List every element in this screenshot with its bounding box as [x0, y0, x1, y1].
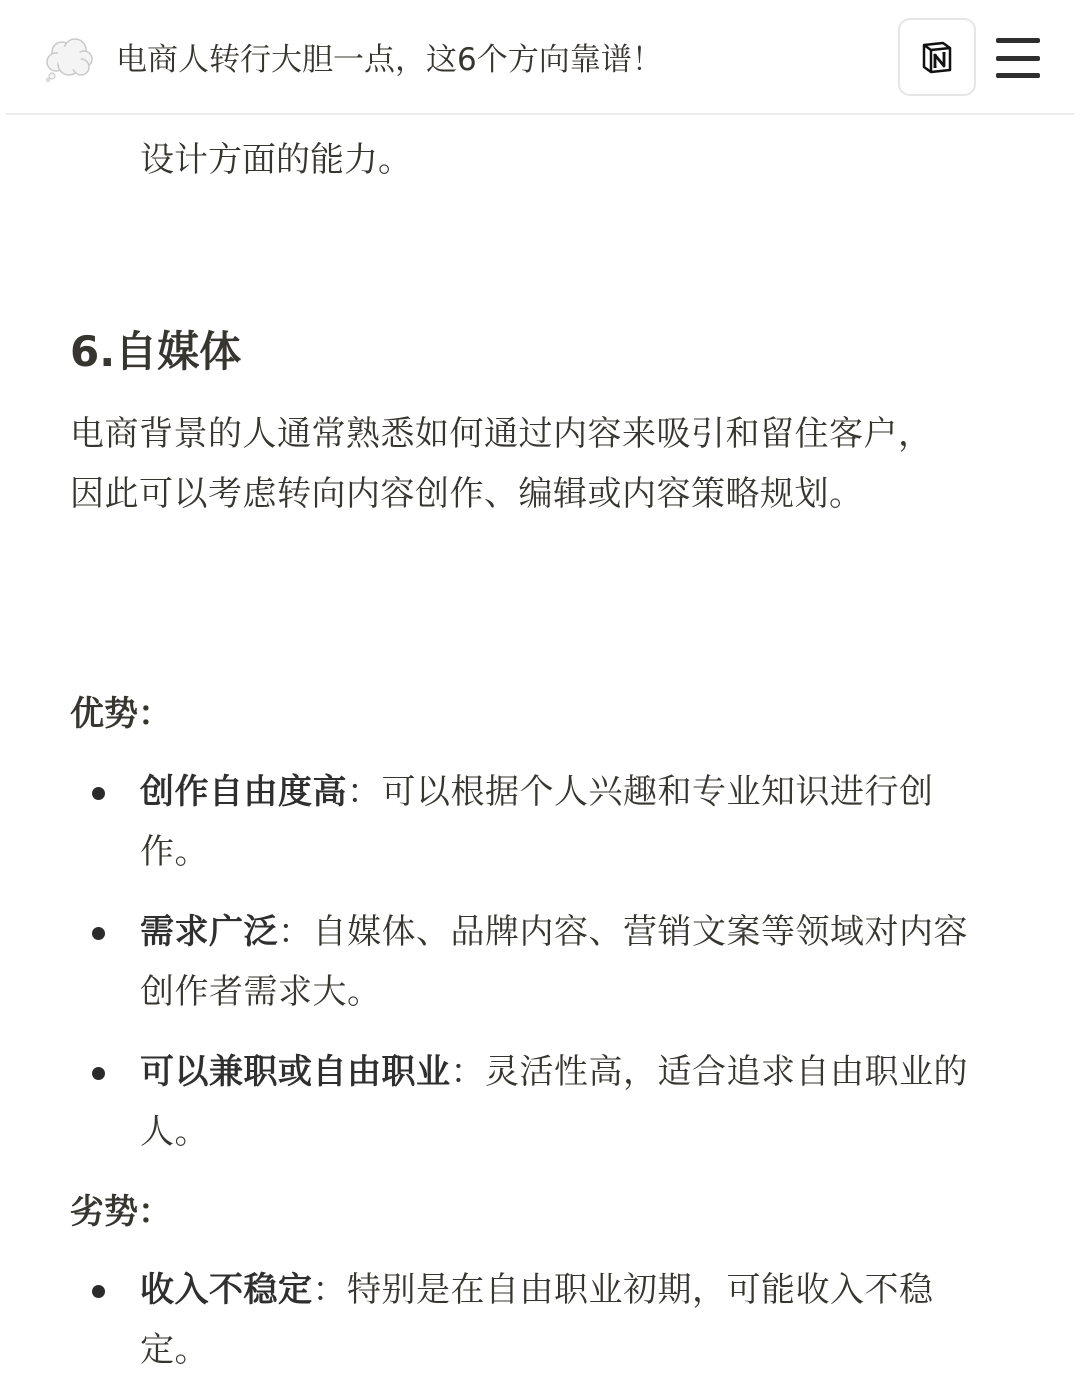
list-item	[140, 1260, 990, 1380]
notion-app-button[interactable]	[898, 18, 976, 96]
list-item	[140, 902, 990, 1022]
thought-cloud-icon[interactable]	[44, 36, 94, 82]
paragraph-continuation: 设计方面的能力。	[140, 140, 412, 180]
bullet-icon	[92, 787, 105, 800]
section-heading: 6.自媒体	[70, 327, 242, 376]
page-title: 电商人转行大胆一点，这6个方向靠谱！	[116, 42, 663, 78]
notion-logo-icon	[919, 39, 955, 75]
bullet-icon	[92, 1285, 105, 1298]
list-item	[140, 1042, 990, 1162]
list-item-term: 收入不稳定	[140, 1270, 313, 1310]
list-item-separator: ：	[347, 772, 382, 812]
hamburger-menu-icon[interactable]	[996, 38, 1040, 78]
list-item-desc: 灵活性高，适合追求自由职业的人。	[140, 1052, 968, 1152]
top-bar	[0, 0, 1080, 112]
list-item	[140, 762, 990, 882]
bullet-icon	[92, 927, 105, 940]
bullet-icon	[92, 1067, 105, 1080]
disadvantages-label: 劣势：	[70, 1192, 172, 1232]
menu-line	[996, 73, 1040, 78]
list-item-desc: 特别是在自由职业初期，可能收入不稳定。	[140, 1270, 934, 1370]
list-item-desc: 可以根据个人兴趣和专业知识进行创作。	[140, 772, 934, 872]
header-divider	[6, 113, 1074, 115]
advantages-label: 优势：	[70, 694, 172, 734]
list-item-term: 需求广泛	[140, 912, 278, 952]
list-item-separator: ：	[312, 1270, 347, 1310]
list-item-desc: 自媒体、品牌内容、营销文案等领域对内容创作者需求大。	[140, 912, 968, 1012]
menu-line	[996, 56, 1040, 61]
menu-line	[996, 38, 1040, 43]
list-item-term: 创作自由度高	[140, 772, 347, 812]
list-item-term: 可以兼职或自由职业	[140, 1052, 451, 1092]
list-item-separator: ：	[450, 1052, 485, 1092]
list-item-separator: ：	[278, 912, 313, 952]
section-intro-paragraph: 电商背景的人通常熟悉如何通过内容来吸引和留住客户，因此可以考虑转向内容创作、编辑或内容策略规划。	[70, 414, 933, 514]
